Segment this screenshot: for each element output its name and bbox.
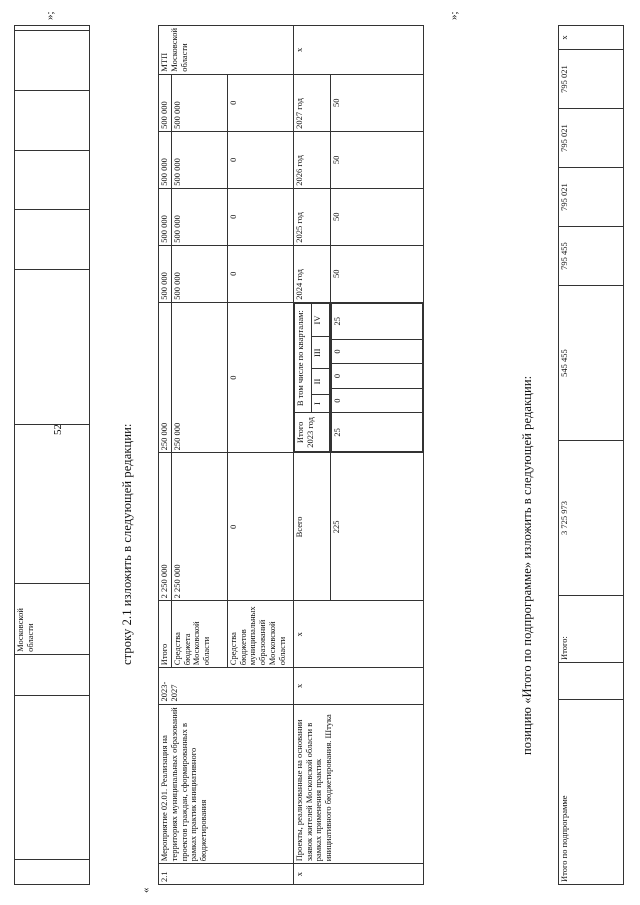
fund-mun-label: Средства бюджетов муниципальных образований Московской области xyxy=(227,601,293,668)
hdr-itogo-2023: Итого 2023 год xyxy=(294,413,329,452)
mun-2026: 0 xyxy=(227,131,293,188)
hdr-quarters: В том числе по кварталам: xyxy=(294,303,312,413)
hdr-q3: III xyxy=(312,337,330,369)
result-mark: x xyxy=(293,864,423,885)
val-total: 225 xyxy=(330,453,423,601)
top-cell-region: Московской области xyxy=(15,583,90,654)
top-cell xyxy=(15,26,90,31)
top-cell xyxy=(15,654,90,695)
result-x1: x xyxy=(293,668,423,704)
event-name: Мероприятие 02.01. Реализация на территориях муниципальных образований проектов граждан, сформированных в рамках практик инициативного бюджетирования xyxy=(159,704,294,864)
mo-2027: 500 000 xyxy=(171,74,227,131)
hdr-2024: 2024 год xyxy=(293,245,330,302)
mun-2025: 0 xyxy=(227,188,293,245)
hdr-2027: 2027 год xyxy=(293,74,330,131)
val-2027: 50 xyxy=(330,74,423,131)
subprogram-itogo: Итого: xyxy=(559,596,624,663)
result-x2: x xyxy=(293,601,423,668)
result-name: Проекты, реализованные на основании заявок жителей Московской области в рамках применения практик инициативного бюджетирования. Штука xyxy=(293,704,423,864)
quarter-values-table xyxy=(331,303,423,453)
hdr-q4: IV xyxy=(312,303,330,336)
top-cell xyxy=(15,31,90,91)
mun-2027: 0 xyxy=(227,74,293,131)
subprogram-spacer xyxy=(559,663,624,700)
heading-subprogram-total: позицию «Итого по подпрограмме» изложить в следующей редакции: xyxy=(520,375,534,755)
total-2025: 500 000 xyxy=(159,188,172,245)
subprogram-label: Итого по подпрограмме xyxy=(559,700,624,885)
total-value: 2 250 000 xyxy=(159,453,172,601)
hdr-2025: 2025 год xyxy=(293,188,330,245)
heading-row-2-1: строку 2.1 изложить в следующей редакции: xyxy=(120,423,134,665)
end-quote: »; xyxy=(44,11,56,20)
subprogram-2025: 795 021 xyxy=(559,168,624,227)
bottom-table xyxy=(558,25,624,885)
end-quote-main: »; xyxy=(448,11,460,20)
subprogram-2023: 545 455 xyxy=(559,286,624,441)
total-2023: 250 000 xyxy=(159,302,172,453)
mo-value: 2 250 000 xyxy=(171,453,227,601)
hdr-2026: 2026 год xyxy=(293,131,330,188)
subprogram-2024: 795 455 xyxy=(559,227,624,286)
result-x3: x xyxy=(293,26,423,75)
top-cell xyxy=(15,695,90,859)
val-2024: 50 xyxy=(330,245,423,302)
top-cell xyxy=(15,860,90,885)
subprogram-2027: 795 021 xyxy=(559,50,624,109)
mun-value: 0 xyxy=(227,453,293,601)
executor: МТП Московской области xyxy=(159,26,294,75)
val-2023: 25 xyxy=(331,413,422,452)
subprogram-2026: 795 021 xyxy=(559,109,624,168)
total-2024: 500 000 xyxy=(159,245,172,302)
hdr-q2: II xyxy=(312,369,330,394)
row-number: 2.1 xyxy=(159,864,294,885)
hdr-q1: I xyxy=(312,394,330,413)
mun-2023: 0 xyxy=(227,302,293,453)
page-number: 52 xyxy=(52,424,64,435)
top-cell xyxy=(15,424,90,583)
top-cell xyxy=(15,270,90,424)
val-q4: 25 xyxy=(331,303,422,339)
total-2026: 500 000 xyxy=(159,131,172,188)
top-cell xyxy=(15,150,90,210)
mo-2023: 250 000 xyxy=(171,302,227,453)
period: 2023-2027 xyxy=(159,668,294,704)
mo-2024: 500 000 xyxy=(171,245,227,302)
hdr-2023-block xyxy=(293,302,330,453)
top-cell xyxy=(15,90,90,150)
val-2026: 50 xyxy=(330,131,423,188)
val-2023-block xyxy=(330,302,423,453)
top-table xyxy=(14,25,90,885)
val-q1: 0 xyxy=(331,388,422,413)
mo-2025: 500 000 xyxy=(171,188,227,245)
top-cell xyxy=(15,210,90,270)
mo-2026: 500 000 xyxy=(171,131,227,188)
main-table xyxy=(158,25,424,885)
val-2025: 50 xyxy=(330,188,423,245)
subprogram-mark: x xyxy=(559,26,624,50)
fund-mo-label: Средства бюджета Московской области xyxy=(171,601,227,668)
subprogram-total: 3 725 973 xyxy=(559,441,624,596)
val-q3: 0 xyxy=(331,339,422,364)
hdr-total: Всего xyxy=(293,453,330,601)
total-2027: 500 000 xyxy=(159,74,172,131)
mun-2024: 0 xyxy=(227,245,293,302)
open-quote: « xyxy=(140,887,152,893)
quarter-header-table xyxy=(294,303,330,453)
fund-total-label: Итого xyxy=(159,601,172,668)
val-q2: 0 xyxy=(331,364,422,389)
